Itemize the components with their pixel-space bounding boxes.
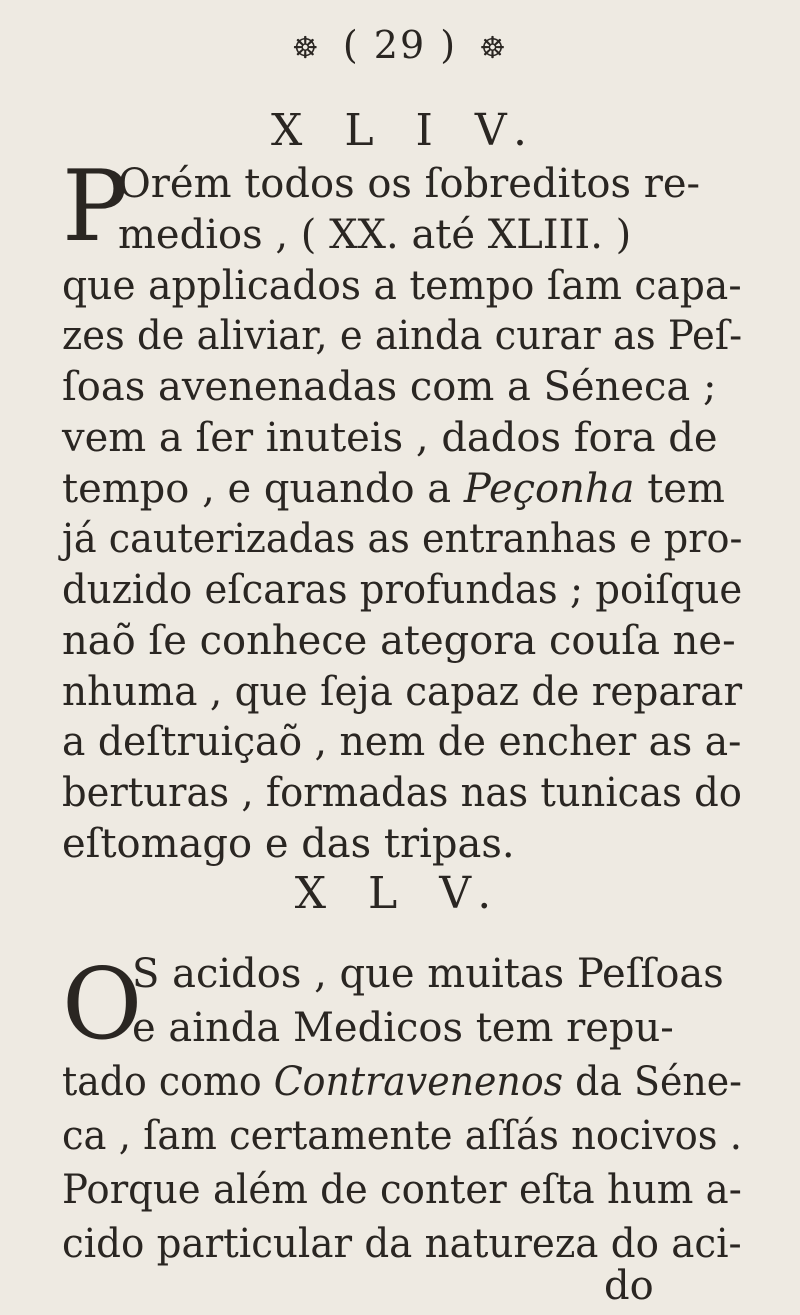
text-segment: tempo , e quando a [62, 466, 452, 512]
ornament-left-icon: ☸ [291, 30, 321, 66]
text-line-with-italic [62, 1058, 742, 1106]
text-line: zes de aliviar, e ainda curar as Peſ- [62, 313, 743, 359]
drop-cap-p: P [62, 150, 128, 264]
italic-term: Peçonha [463, 466, 635, 512]
catchword: do [604, 1263, 654, 1309]
text-line: duzido eſcaras profundas ; poiſque [62, 567, 743, 613]
section-title-xlv: X L V. [294, 868, 506, 919]
text-line: eſtomago e das tripas. [62, 821, 515, 867]
text-segment: tado como [62, 1059, 262, 1105]
text-line: já cauterizadas as entranhas e pro- [62, 516, 743, 562]
text-line: medios , ( XX. até XLIII. ) [118, 212, 632, 258]
text-line: que applicados a tempo ſam capa- [62, 263, 742, 309]
text-line: S acidos , que muitas Peſſoas [132, 951, 724, 997]
text-segment: da Séne- [575, 1059, 742, 1105]
text-line: cido particular da natureza do aci- [62, 1221, 742, 1267]
text-line: vem a ſer inuteis , dados fora de [62, 415, 718, 461]
text-line-with-italic [62, 465, 725, 513]
text-line: a deſtruiçaõ , nem de encher as a- [62, 719, 742, 765]
text-line: nhuma , que ſeja capaz de reparar [62, 669, 743, 715]
drop-cap-o: O [62, 948, 143, 1062]
page-header [0, 22, 800, 72]
ornament-right-icon: ☸ [479, 30, 509, 66]
text-line: Porque além de conter eſta hum a- [62, 1167, 742, 1213]
section-title-xliv: X L I V. [271, 105, 541, 156]
text-line: Orém todos os ſobreditos re- [118, 161, 701, 207]
text-line: ca , ſam certamente aſſás nocivos . [62, 1113, 742, 1159]
text-line: naõ ſe conhece ategora couſa ne- [62, 618, 736, 664]
text-segment: tem [647, 466, 725, 512]
italic-term: Contravenenos [273, 1059, 564, 1105]
text-line: berturas , formadas nas tunicas do [62, 770, 742, 816]
text-line: e ainda Medicos tem repu- [132, 1005, 674, 1051]
text-line: ſoas avenenadas com a Séneca ; [62, 364, 717, 410]
page-number: ( 29 ) [342, 23, 458, 67]
